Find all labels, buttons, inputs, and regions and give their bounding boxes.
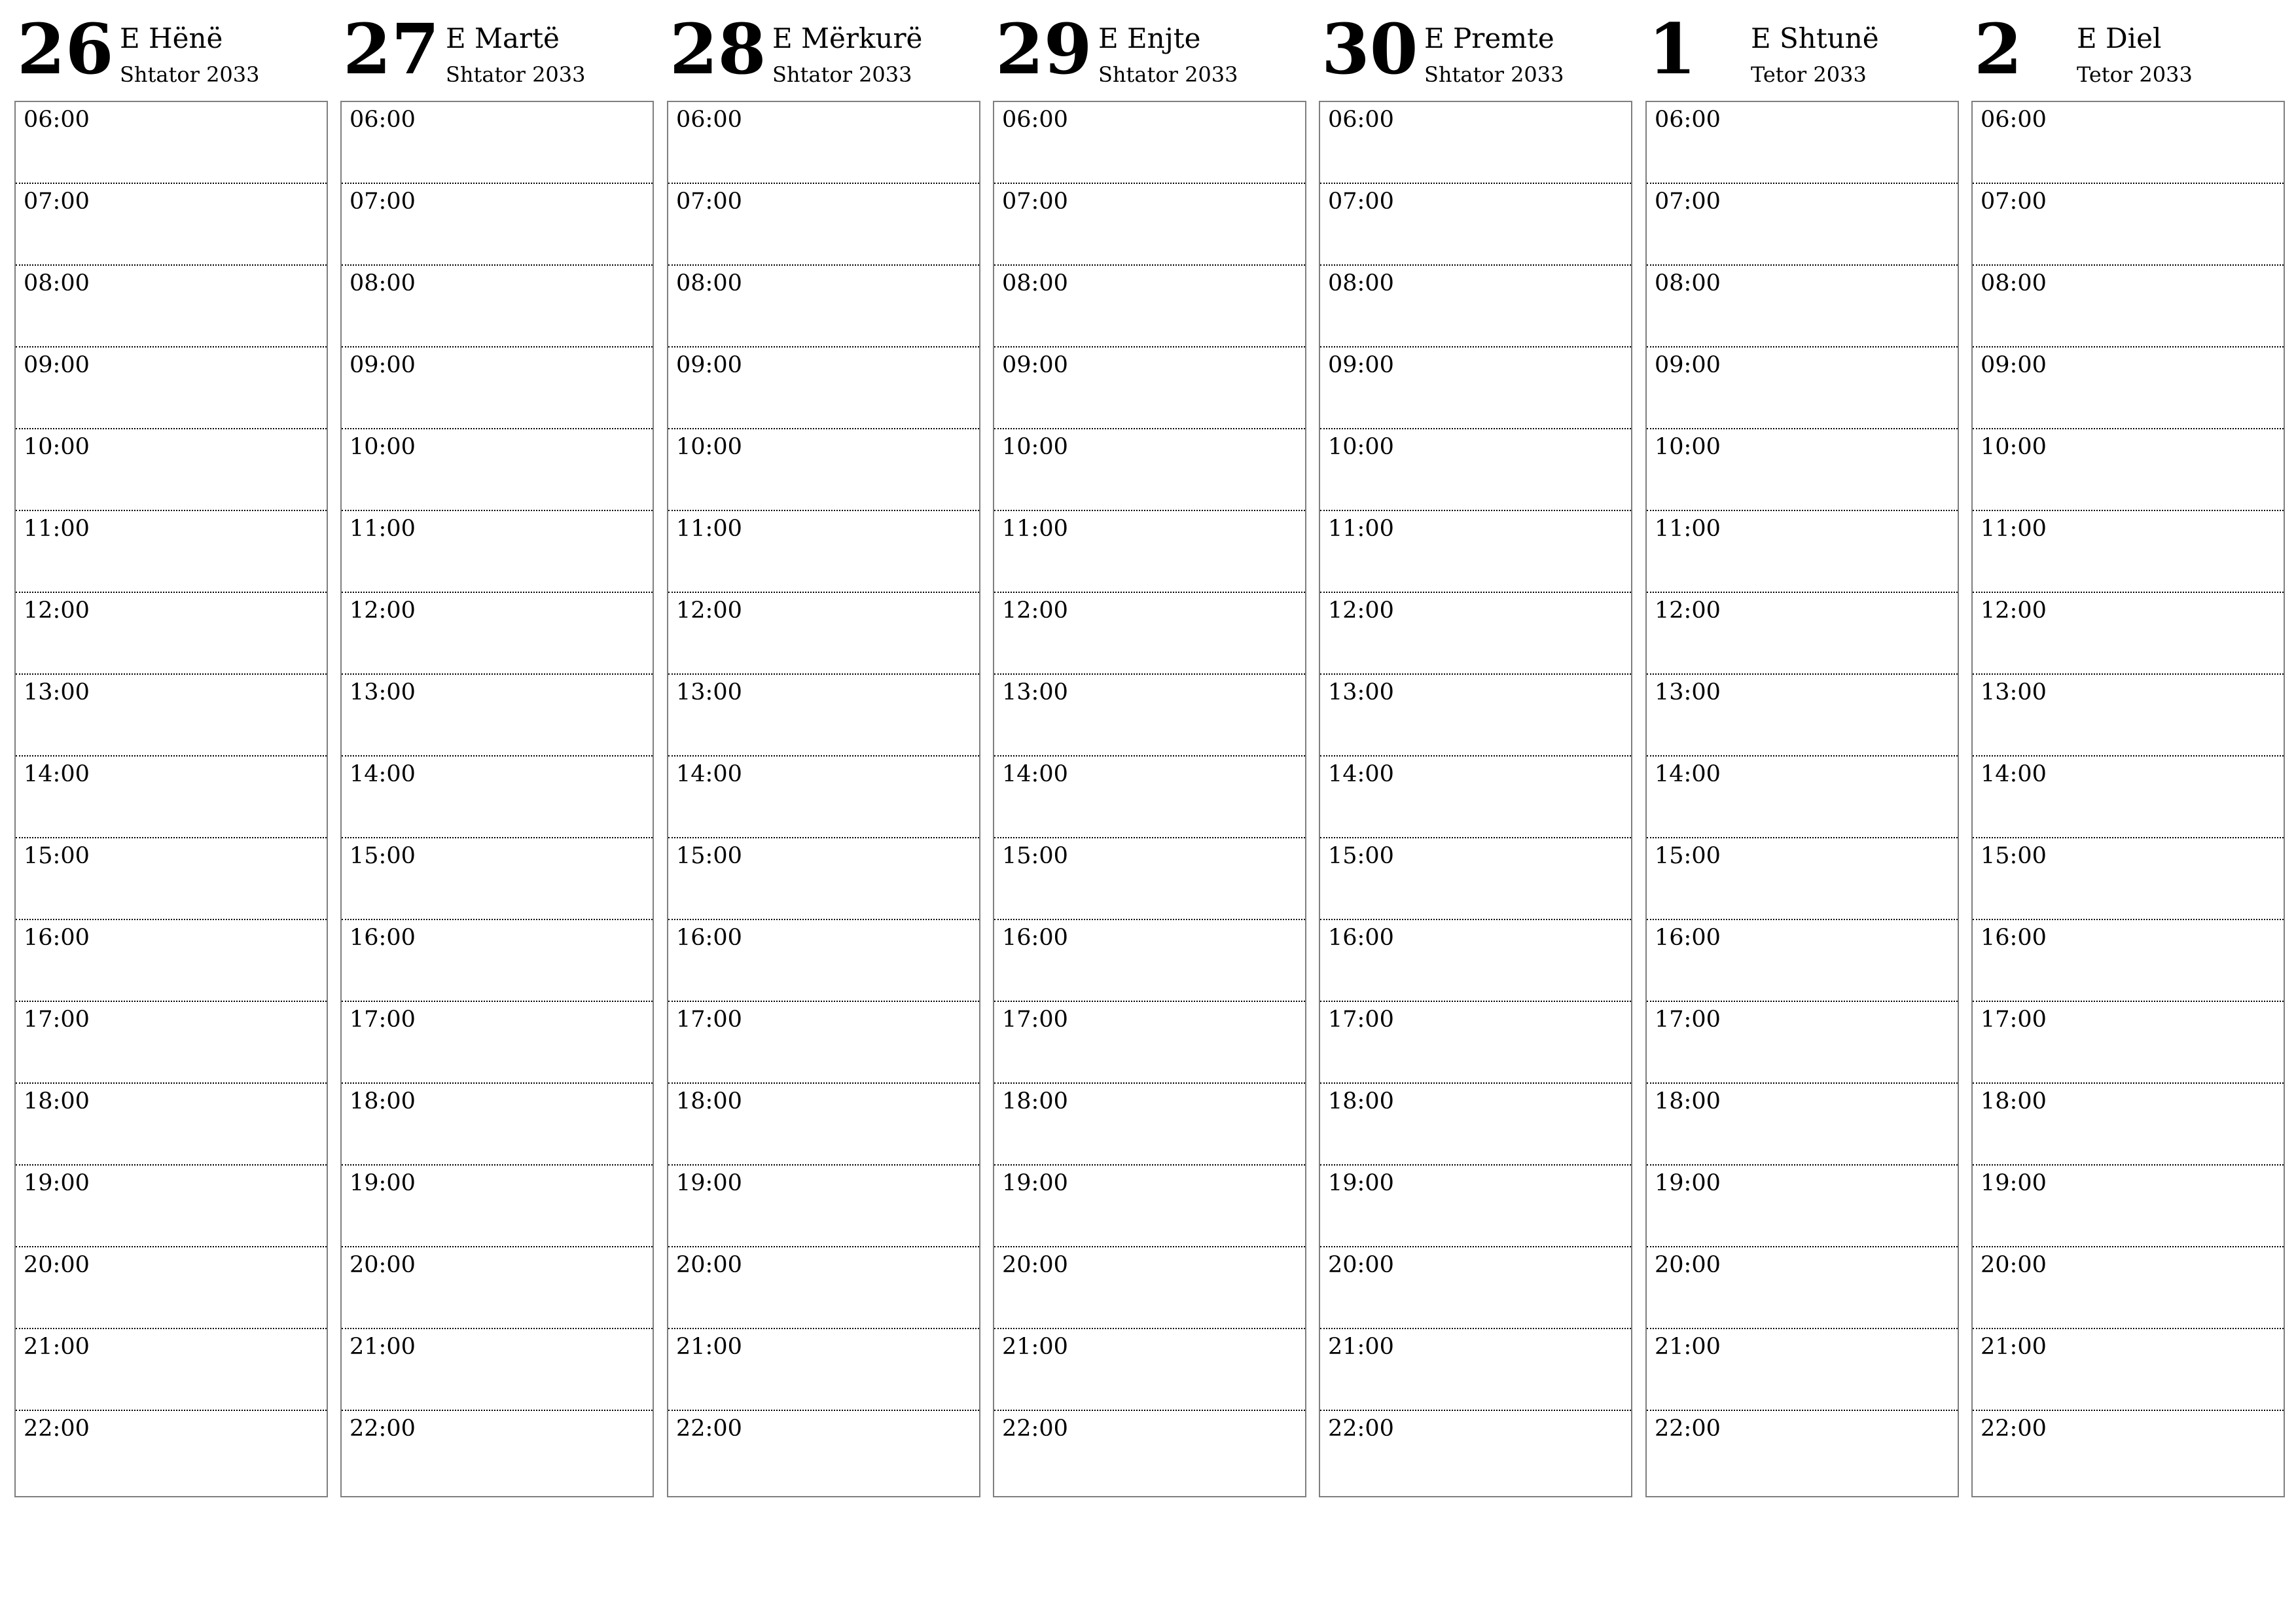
hour-slot[interactable]	[16, 511, 327, 593]
hour-label: 12:00	[676, 597, 742, 624]
hour-label: 13:00	[1328, 679, 1394, 705]
hour-slot[interactable]	[668, 348, 979, 429]
hour-label: 18:00	[1981, 1088, 2047, 1115]
hour-label: 20:00	[1328, 1252, 1394, 1278]
hour-slot[interactable]	[994, 266, 1305, 348]
hour-slot[interactable]	[342, 1002, 653, 1084]
hour-slot[interactable]	[1320, 757, 1631, 838]
weekday-name: E Hënë	[120, 22, 223, 54]
weekday-name: E Premte	[1424, 22, 1554, 54]
hour-label: 15:00	[1981, 843, 2047, 869]
weekday-name: E Diel	[2077, 22, 2162, 54]
day-schedule-box	[667, 101, 980, 1497]
hour-slot[interactable]	[668, 1329, 979, 1411]
hour-slot[interactable]	[342, 1084, 653, 1166]
hour-slot[interactable]	[668, 1411, 979, 1493]
day-number: 29	[996, 8, 1092, 90]
hour-slot[interactable]	[342, 757, 653, 838]
hour-slot[interactable]	[342, 593, 653, 675]
hour-slot[interactable]	[994, 1002, 1305, 1084]
hour-label: 13:00	[350, 679, 416, 705]
hour-label: 06:00	[1328, 107, 1394, 133]
hour-label: 07:00	[1328, 188, 1394, 215]
hour-label: 18:00	[1328, 1088, 1394, 1115]
hour-label: 18:00	[24, 1088, 90, 1115]
day-number: 27	[343, 8, 440, 90]
hour-label: 08:00	[1002, 270, 1068, 296]
day-schedule-box	[993, 101, 1306, 1497]
hour-label: 17:00	[350, 1007, 416, 1033]
hour-slot[interactable]	[16, 920, 327, 1002]
hour-slot[interactable]	[1973, 511, 2284, 593]
day-number: 1	[1648, 8, 1696, 90]
hour-slot[interactable]	[16, 675, 327, 757]
hour-label: 09:00	[1655, 352, 1721, 378]
hour-label: 18:00	[1002, 1088, 1068, 1115]
hour-slot[interactable]	[342, 675, 653, 757]
hour-slot[interactable]	[1320, 838, 1631, 920]
hour-slot[interactable]	[1647, 429, 1958, 511]
hour-label: 06:00	[1002, 107, 1068, 133]
hour-label: 12:00	[24, 597, 90, 624]
hour-label: 19:00	[676, 1170, 742, 1196]
hour-slot[interactable]	[1647, 184, 1958, 266]
hour-slot[interactable]	[16, 593, 327, 675]
hour-slot[interactable]	[994, 429, 1305, 511]
day-schedule-box	[14, 101, 328, 1497]
hour-slot[interactable]	[994, 1084, 1305, 1166]
hour-label: 13:00	[1655, 679, 1721, 705]
hour-label: 19:00	[24, 1170, 90, 1196]
month-year: Shtator 2033	[772, 62, 912, 87]
hour-label: 16:00	[676, 925, 742, 951]
hour-slot[interactable]	[994, 593, 1305, 675]
hour-slot[interactable]	[1973, 348, 2284, 429]
hour-label: 18:00	[676, 1088, 742, 1115]
hour-slot[interactable]	[1973, 1166, 2284, 1247]
hour-slot[interactable]	[1320, 266, 1631, 348]
day-number: 30	[1321, 8, 1418, 90]
hour-label: 21:00	[1328, 1334, 1394, 1360]
hour-label: 12:00	[1328, 597, 1394, 624]
hour-label: 12:00	[1981, 597, 2047, 624]
hour-label: 20:00	[1002, 1252, 1068, 1278]
hour-label: 15:00	[350, 843, 416, 869]
hour-slot[interactable]	[1320, 675, 1631, 757]
hour-label: 18:00	[350, 1088, 416, 1115]
hour-slot[interactable]	[1647, 920, 1958, 1002]
hour-label: 21:00	[350, 1334, 416, 1360]
hour-label: 22:00	[676, 1416, 742, 1442]
hour-label: 08:00	[350, 270, 416, 296]
hour-slot[interactable]	[1973, 1411, 2284, 1493]
hour-slot[interactable]	[994, 348, 1305, 429]
hour-label: 22:00	[1655, 1416, 1721, 1442]
hour-label: 06:00	[676, 107, 742, 133]
hour-slot[interactable]	[1320, 1247, 1631, 1329]
hour-slot[interactable]	[994, 1247, 1305, 1329]
hour-label: 17:00	[1655, 1007, 1721, 1033]
hour-slot[interactable]	[1320, 1002, 1631, 1084]
day-schedule-box	[340, 101, 654, 1497]
hour-label: 09:00	[676, 352, 742, 378]
hour-slot[interactable]	[1973, 757, 2284, 838]
hour-label: 09:00	[1002, 352, 1068, 378]
hour-label: 08:00	[1981, 270, 2047, 296]
day-header	[1648, 0, 1959, 98]
hour-slot[interactable]	[1647, 102, 1958, 184]
day-schedule-box	[1319, 101, 1632, 1497]
hour-slot[interactable]	[994, 1411, 1305, 1493]
hour-slot[interactable]	[668, 429, 979, 511]
hour-label: 22:00	[350, 1416, 416, 1442]
hour-label: 21:00	[1655, 1334, 1721, 1360]
day-schedule-box	[1971, 101, 2285, 1497]
hour-slot[interactable]	[16, 1411, 327, 1493]
hour-label: 14:00	[24, 761, 90, 787]
hour-label: 19:00	[1655, 1170, 1721, 1196]
hour-slot[interactable]	[668, 1166, 979, 1247]
hour-label: 09:00	[350, 352, 416, 378]
hour-slot[interactable]	[342, 266, 653, 348]
hour-label: 19:00	[1328, 1170, 1394, 1196]
day-schedule-box	[1645, 101, 1959, 1497]
hour-label: 09:00	[1981, 352, 2047, 378]
hour-label: 10:00	[676, 434, 742, 460]
hour-slot[interactable]	[16, 1166, 327, 1247]
day-header	[670, 0, 980, 98]
hour-label: 17:00	[676, 1007, 742, 1033]
hour-slot[interactable]	[1647, 1329, 1958, 1411]
hour-slot[interactable]	[668, 920, 979, 1002]
hour-slot[interactable]	[1647, 1002, 1958, 1084]
hour-slot[interactable]	[1320, 1329, 1631, 1411]
hour-slot[interactable]	[668, 102, 979, 184]
hour-slot[interactable]	[1647, 266, 1958, 348]
hour-label: 16:00	[24, 925, 90, 951]
hour-slot[interactable]	[994, 838, 1305, 920]
hour-label: 14:00	[1002, 761, 1068, 787]
hour-label: 08:00	[24, 270, 90, 296]
hour-slot[interactable]	[342, 1166, 653, 1247]
hour-slot[interactable]	[16, 102, 327, 184]
hour-label: 14:00	[1328, 761, 1394, 787]
hour-slot[interactable]	[668, 1084, 979, 1166]
hour-label: 17:00	[1981, 1007, 2047, 1033]
hour-slot[interactable]	[16, 1002, 327, 1084]
hour-slot[interactable]	[1647, 348, 1958, 429]
hour-label: 13:00	[1002, 679, 1068, 705]
hour-slot[interactable]	[994, 1329, 1305, 1411]
hour-slot[interactable]	[16, 1084, 327, 1166]
weekday-name: E Mërkurë	[772, 22, 923, 54]
hour-slot[interactable]	[1320, 184, 1631, 266]
day-header	[996, 0, 1306, 98]
hour-slot[interactable]	[1647, 1411, 1958, 1493]
hour-slot[interactable]	[994, 920, 1305, 1002]
hour-label: 16:00	[1981, 925, 2047, 951]
hour-slot[interactable]	[1320, 429, 1631, 511]
hour-label: 17:00	[1002, 1007, 1068, 1033]
month-year: Shtator 2033	[1424, 62, 1564, 87]
hour-label: 11:00	[1328, 516, 1394, 542]
hour-slot[interactable]	[668, 838, 979, 920]
hour-slot[interactable]	[668, 511, 979, 593]
hour-label: 10:00	[1002, 434, 1068, 460]
hour-slot[interactable]	[1320, 1411, 1631, 1493]
hour-slot[interactable]	[16, 838, 327, 920]
hour-label: 17:00	[24, 1007, 90, 1033]
hour-slot[interactable]	[342, 184, 653, 266]
hour-label: 22:00	[24, 1416, 90, 1442]
hour-slot[interactable]	[1320, 1166, 1631, 1247]
hour-slot[interactable]	[16, 757, 327, 838]
month-year: Tetor 2033	[1751, 62, 1867, 87]
hour-label: 22:00	[1002, 1416, 1068, 1442]
hour-label: 15:00	[24, 843, 90, 869]
hour-slot[interactable]	[1320, 1084, 1631, 1166]
hour-label: 13:00	[24, 679, 90, 705]
hour-slot[interactable]	[16, 1247, 327, 1329]
hour-slot[interactable]	[1647, 757, 1958, 838]
hour-slot[interactable]	[668, 1247, 979, 1329]
hour-label: 12:00	[350, 597, 416, 624]
hour-label: 09:00	[1328, 352, 1394, 378]
hour-slot[interactable]	[16, 1329, 327, 1411]
hour-label: 11:00	[24, 516, 90, 542]
hour-label: 15:00	[1655, 843, 1721, 869]
hour-label: 07:00	[1002, 188, 1068, 215]
hour-label: 16:00	[1328, 925, 1394, 951]
hour-slot[interactable]	[1973, 593, 2284, 675]
hour-slot[interactable]	[1647, 593, 1958, 675]
hour-label: 15:00	[1328, 843, 1394, 869]
hour-slot[interactable]	[342, 1411, 653, 1493]
day-header	[343, 0, 654, 98]
day-number: 28	[670, 8, 766, 90]
hour-slot[interactable]	[1320, 102, 1631, 184]
hour-label: 06:00	[350, 107, 416, 133]
month-year: Shtator 2033	[120, 62, 260, 87]
hour-slot[interactable]	[994, 511, 1305, 593]
hour-slot[interactable]	[1320, 593, 1631, 675]
hour-slot[interactable]	[1973, 1329, 2284, 1411]
month-year: Shtator 2033	[446, 62, 586, 87]
hour-label: 10:00	[350, 434, 416, 460]
day-header	[1974, 0, 2285, 98]
hour-label: 14:00	[1981, 761, 2047, 787]
hour-label: 19:00	[350, 1170, 416, 1196]
hour-slot[interactable]	[994, 102, 1305, 184]
hour-slot[interactable]	[668, 266, 979, 348]
hour-slot[interactable]	[1973, 184, 2284, 266]
hour-label: 20:00	[676, 1252, 742, 1278]
hour-label: 22:00	[1981, 1416, 2047, 1442]
hour-label: 06:00	[24, 107, 90, 133]
hour-label: 16:00	[350, 925, 416, 951]
hour-slot[interactable]	[1320, 348, 1631, 429]
hour-label: 19:00	[1981, 1170, 2047, 1196]
hour-label: 20:00	[1655, 1252, 1721, 1278]
hour-label: 10:00	[1655, 434, 1721, 460]
hour-label: 13:00	[676, 679, 742, 705]
hour-slot[interactable]	[342, 511, 653, 593]
hour-label: 22:00	[1328, 1416, 1394, 1442]
hour-label: 16:00	[1002, 925, 1068, 951]
hour-slot[interactable]	[342, 348, 653, 429]
hour-slot[interactable]	[1973, 675, 2284, 757]
hour-label: 07:00	[350, 188, 416, 215]
hour-label: 07:00	[24, 188, 90, 215]
hour-label: 11:00	[1002, 516, 1068, 542]
hour-label: 18:00	[1655, 1088, 1721, 1115]
day-header	[1321, 0, 1632, 98]
hour-slot[interactable]	[342, 102, 653, 184]
hour-slot[interactable]	[1647, 838, 1958, 920]
hour-slot[interactable]	[1973, 1084, 2284, 1166]
hour-label: 08:00	[1328, 270, 1394, 296]
hour-slot[interactable]	[668, 184, 979, 266]
hour-slot[interactable]	[16, 266, 327, 348]
hour-label: 12:00	[1002, 597, 1068, 624]
hour-label: 07:00	[1981, 188, 2047, 215]
hour-slot[interactable]	[668, 757, 979, 838]
hour-slot[interactable]	[16, 184, 327, 266]
hour-slot[interactable]	[1973, 266, 2284, 348]
hour-slot[interactable]	[342, 838, 653, 920]
hour-label: 08:00	[1655, 270, 1721, 296]
hour-label: 20:00	[24, 1252, 90, 1278]
hour-label: 21:00	[1002, 1334, 1068, 1360]
hour-slot[interactable]	[16, 429, 327, 511]
hour-label: 11:00	[1981, 516, 2047, 542]
day-number: 2	[1974, 8, 2022, 90]
month-year: Tetor 2033	[2077, 62, 2193, 87]
hour-slot[interactable]	[668, 593, 979, 675]
hour-label: 07:00	[1655, 188, 1721, 215]
hour-label: 15:00	[1002, 843, 1068, 869]
hour-label: 14:00	[350, 761, 416, 787]
hour-label: 14:00	[676, 761, 742, 787]
hour-label: 10:00	[1328, 434, 1394, 460]
hour-slot[interactable]	[994, 1166, 1305, 1247]
hour-label: 17:00	[1328, 1007, 1394, 1033]
hour-label: 21:00	[676, 1334, 742, 1360]
hour-slot[interactable]	[1647, 511, 1958, 593]
hour-slot[interactable]	[668, 675, 979, 757]
hour-label: 07:00	[676, 188, 742, 215]
hour-label: 09:00	[24, 352, 90, 378]
hour-label: 20:00	[1981, 1252, 2047, 1278]
hour-label: 13:00	[1981, 679, 2047, 705]
weekday-name: E Martë	[446, 22, 560, 54]
hour-label: 06:00	[1981, 107, 2047, 133]
hour-label: 14:00	[1655, 761, 1721, 787]
hour-label: 06:00	[1655, 107, 1721, 133]
hour-slot[interactable]	[1973, 1002, 2284, 1084]
hour-label: 11:00	[1655, 516, 1721, 542]
hour-label: 08:00	[676, 270, 742, 296]
hour-slot[interactable]	[1647, 1247, 1958, 1329]
hour-slot[interactable]	[994, 184, 1305, 266]
hour-slot[interactable]	[342, 429, 653, 511]
hour-label: 21:00	[24, 1334, 90, 1360]
hour-slot[interactable]	[1973, 1247, 2284, 1329]
hour-label: 10:00	[24, 434, 90, 460]
hour-slot[interactable]	[668, 1002, 979, 1084]
hour-slot[interactable]	[1647, 1084, 1958, 1166]
hour-slot[interactable]	[1973, 920, 2284, 1002]
hour-slot[interactable]	[1973, 429, 2284, 511]
hour-slot[interactable]	[994, 757, 1305, 838]
day-number: 26	[17, 8, 114, 90]
hour-slot[interactable]	[1973, 102, 2284, 184]
day-header	[17, 0, 328, 98]
hour-label: 19:00	[1002, 1170, 1068, 1196]
hour-slot[interactable]	[16, 348, 327, 429]
hour-slot[interactable]	[1320, 511, 1631, 593]
hour-label: 11:00	[676, 516, 742, 542]
hour-label: 15:00	[676, 843, 742, 869]
weekday-name: E Shtunë	[1751, 22, 1879, 54]
hour-label: 21:00	[1981, 1334, 2047, 1360]
weekday-name: E Enjte	[1098, 22, 1201, 54]
hour-slot[interactable]	[342, 1247, 653, 1329]
hour-slot[interactable]	[1647, 675, 1958, 757]
hour-label: 10:00	[1981, 434, 2047, 460]
hour-label: 20:00	[350, 1252, 416, 1278]
hour-slot[interactable]	[994, 675, 1305, 757]
hour-label: 16:00	[1655, 925, 1721, 951]
hour-label: 12:00	[1655, 597, 1721, 624]
hour-slot[interactable]	[1647, 1166, 1958, 1247]
hour-slot[interactable]	[1973, 838, 2284, 920]
hour-label: 11:00	[350, 516, 416, 542]
hour-slot[interactable]	[1320, 920, 1631, 1002]
hour-slot[interactable]	[342, 920, 653, 1002]
month-year: Shtator 2033	[1098, 62, 1238, 87]
hour-slot[interactable]	[342, 1329, 653, 1411]
